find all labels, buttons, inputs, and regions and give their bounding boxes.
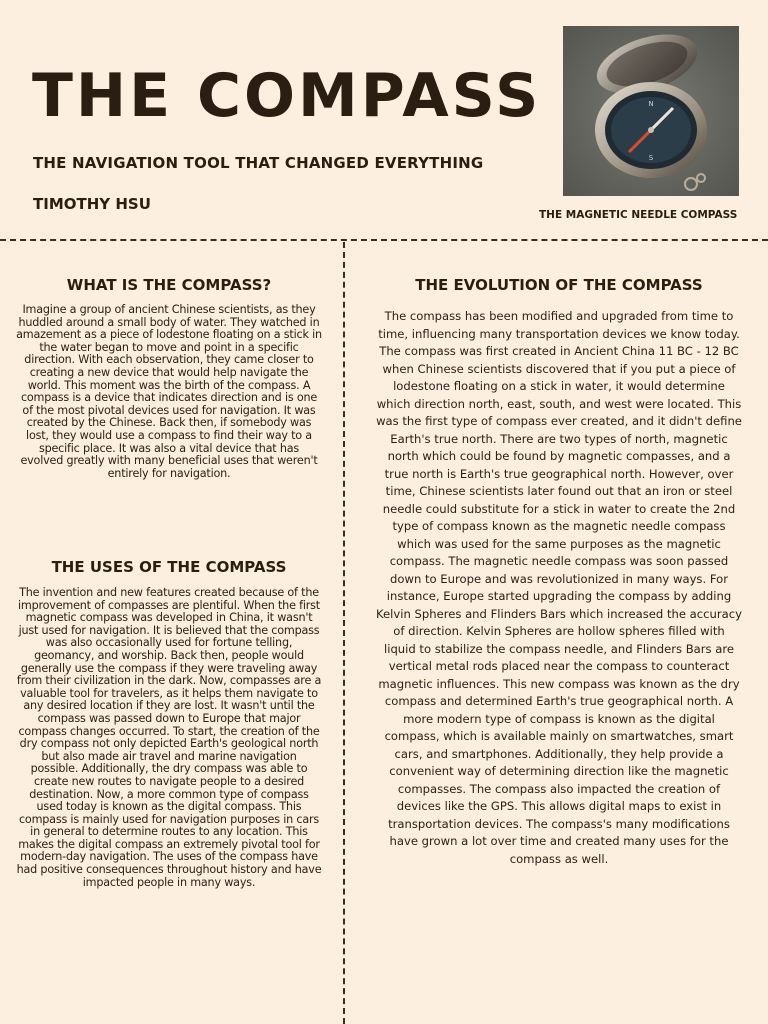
horizontal-divider [0,239,768,241]
page-subtitle: THE NAVIGATION TOOL THAT CHANGED EVERYTHING [33,154,484,172]
section-body-evolution: The compass has been modified and upgraded from time to time, influencing many transportation devices we know today. The compass was first created in Ancient China 11 BC - 12 BC when Chinese scientists discovered that if you put a piece of lodestone floating on a stick in water, it would determine which direction north, east, south, and west were located. This was the first type of compass ever created, and it didn't define Earth's true north. There are two types of north, magnetic north which could be found by magnetic compasses, and a true north is Earth's true geographical north. However, over time, Chinese scientists later found out that an iron or steel needle could substitute for a stick in water to create the 2nd type of compass known as the magnetic needle compass which was used for the same purposes as the magnetic compass. The magnetic needle compass was soon passed down to Europe and was revolutionized in many ways. For instance, Europe started upgrading the compass by adding Kelvin Spheres and Flinders Bars which increased the accuracy of direction. Kelvin Spheres are hollow spheres filled with liquid to stabilize the compass needle, and Flinders Bars are vertical metal rods placed near the compass to counteract magnetic influences. This new compass was known as the dry compass and determined Earth's true geographical north. A more modern type of compass is known as the digital compass, which is available mainly on smartwatches, smart cars, and smartphones. Additionally, they help provide a convenient way of determining direction like the magnetic compasses. The compass also impacted the creation of devices like the GPS. This allows digital maps to exist in transportation devices. The compass's many modifications have grown a lot over time and created many uses for the compass as well. [376,309,742,866]
svg-text:S: S [648,154,654,162]
vertical-divider [343,242,345,1024]
section-body-what: Imagine a group of ancient Chinese scientists, as they huddled around a small body of water. They watched in amazement as a piece of lodestone floating on a stick in the water began to move and point in a specific direction. With each observation, they came closer to creating a new device that would help navigate the world. This moment was the birth of the compass. A compass is a device that indicates direction and is one of the most pivotal devices used for navigation. It was created by the Chinese. Back then, if somebody was lost, they would use a compass to find their way to a specific place. It was also a vital device that has evolved greatly with many beneficial uses that weren't entirely for navigation. [16,303,322,480]
author-name: TIMOTHY HSU [33,195,151,213]
pocket-compass-photo [563,26,739,196]
page-title: THE COMPASS [32,61,542,131]
section-heading-what: WHAT IS THE COMPASS? [66,276,272,294]
section-heading-evolution: THE EVOLUTION OF THE COMPASS [415,276,703,294]
section-body-uses: The invention and new features created because of the improvement of compasses are plentiful. When the first magnetic compass was developed in China, it wasn't just used for navigation. It is believed that the compass was also occasionally used for fortune telling, geomancy, and worship. Back then, people would generally use the compass if they were traveling away from their civilization in the dark. Now, compasses are a valuable tool for travelers, as it helps them navigate to any desired location if they are lost. It wasn't until the compass was passed down to Europe that major compass changes occurred. To start, the creation of the dry compass not only depicted Earth's geological north but also made air travel and marine navigation possible. Additionally, the dry compass was able to create new routes to navigate people to a desired destination. Now, a more common type of compass used today is known as the digital compass. This compass is mainly used for navigation purposes in cars in general to determine routes to any location. This makes the digital compass an extremely pivotal tool for modern-day navigation. The uses of the compass have had positive consequences throughout history and have impacted people in many ways. [16,586,322,889]
photo-caption: THE MAGNETIC NEEDLE COMPASS [539,209,738,221]
svg-text:N: N [648,100,654,108]
section-heading-uses: THE USES OF THE COMPASS [51,558,287,576]
compass-illustration [563,26,739,196]
